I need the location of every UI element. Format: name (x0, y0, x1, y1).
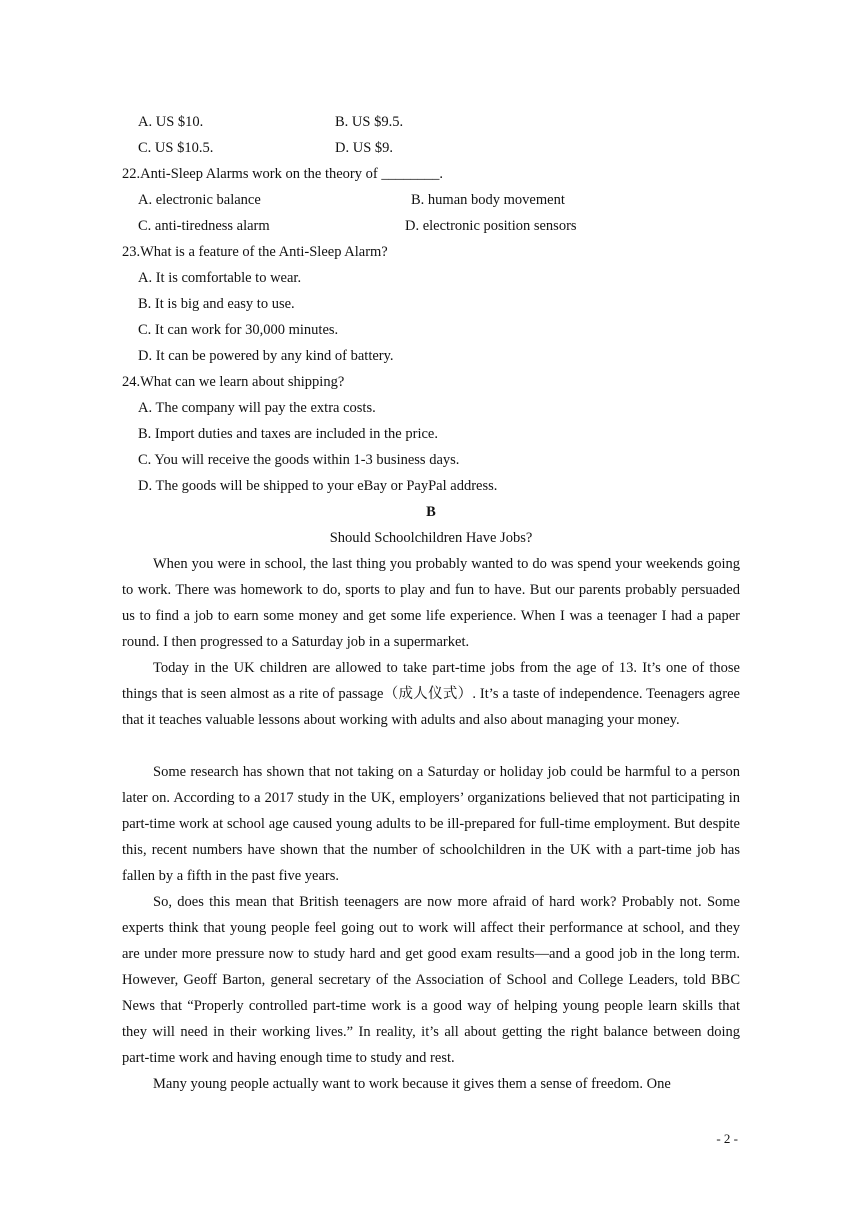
q23-option-d: D. It can be powered by any kind of battery. (138, 348, 394, 364)
q22-option-a: A. electronic balance (138, 192, 261, 208)
q21-option-b: B. US $9.5. (335, 114, 404, 130)
page-number: - 2 - (716, 1131, 738, 1146)
q24-option-c: C. You will receive the goods within 1-3 business days. (138, 452, 460, 468)
passage-title: Should Schoolchildren Have Jobs? (329, 530, 533, 546)
paragraph-5: Many young people actually want to work because it gives them a sense of freedom. One (153, 1076, 671, 1092)
paragraph-4: So, does this mean that British teenagers are now more afraid of hard work? Probably not. Some experts think that young people feel going out to work will affect their performance at school, and they are under more pressure now to study hard and get good exam results—and a good job in the long term. However, Geoff Barton, general secretary of the Association of School and College Leaders, told BBC News that “Properly controlled part-time work is a good way of helping young people learn skills that they will need in their working lives.” In reality, it’s all about getting the right balance between doing part-time work and having enough time to study and rest. (122, 894, 740, 1066)
q24-option-a: A. The company will pay the extra costs. (138, 400, 376, 416)
section-letter: B (426, 504, 436, 520)
q22-stem: 22.Anti-Sleep Alarms work on the theory of ________. (122, 166, 443, 182)
q21-option-c: C. US $10.5. (138, 140, 214, 156)
q21-option-d: D. US $9. (335, 140, 394, 156)
q24-option-b: B. Import duties and taxes are included in the price. (138, 426, 438, 442)
q23-stem: 23.What is a feature of the Anti-Sleep Alarm? (122, 244, 388, 260)
q24-stem: 24.What can we learn about shipping? (122, 374, 345, 390)
q23-option-a: A. It is comfortable to wear. (138, 270, 302, 286)
q22-option-d: D. electronic position sensors (405, 218, 577, 234)
q22-option-b: B. human body movement (411, 192, 565, 208)
q23-option-b: B. It is big and easy to use. (138, 296, 295, 312)
q22-option-c: C. anti-tiredness alarm (138, 218, 270, 234)
q21-option-a: A. US $10. (138, 114, 204, 130)
paragraph-2: Today in the UK children are allowed to take part-time jobs from the age of 13. It’s one of those things that is seen almost as a rite of passage（成人仪式）. It’s a taste of independence. Teenagers agree that it teaches valuable lessons about working with adults and also about managing your money. (122, 660, 740, 728)
paragraph-3: Some research has shown that not taking on a Saturday or holiday job could be harmful to a person later on. According to a 2017 study in the UK, employers’ organizations believed that not participating in part-time work at school age caused young adults to be ill-prepared for full-time employment. But despite this, recent numbers have shown that the number of schoolchildren in the UK with a part-time job has fallen by a fifth in the past five years. (122, 764, 740, 884)
paragraph-1: When you were in school, the last thing you probably wanted to do was spend your weekends going to work. There was homework to do, sports to play and fun to have. But our parents probably persuaded us to find a job to earn some money and get some life experience. When I was a teenager I had a paper round. I then progressed to a Saturday job in a supermarket. (122, 556, 740, 650)
q24-option-d: D. The goods will be shipped to your eBay or PayPal address. (138, 478, 498, 494)
q23-option-c: C. It can work for 30,000 minutes. (138, 322, 339, 338)
